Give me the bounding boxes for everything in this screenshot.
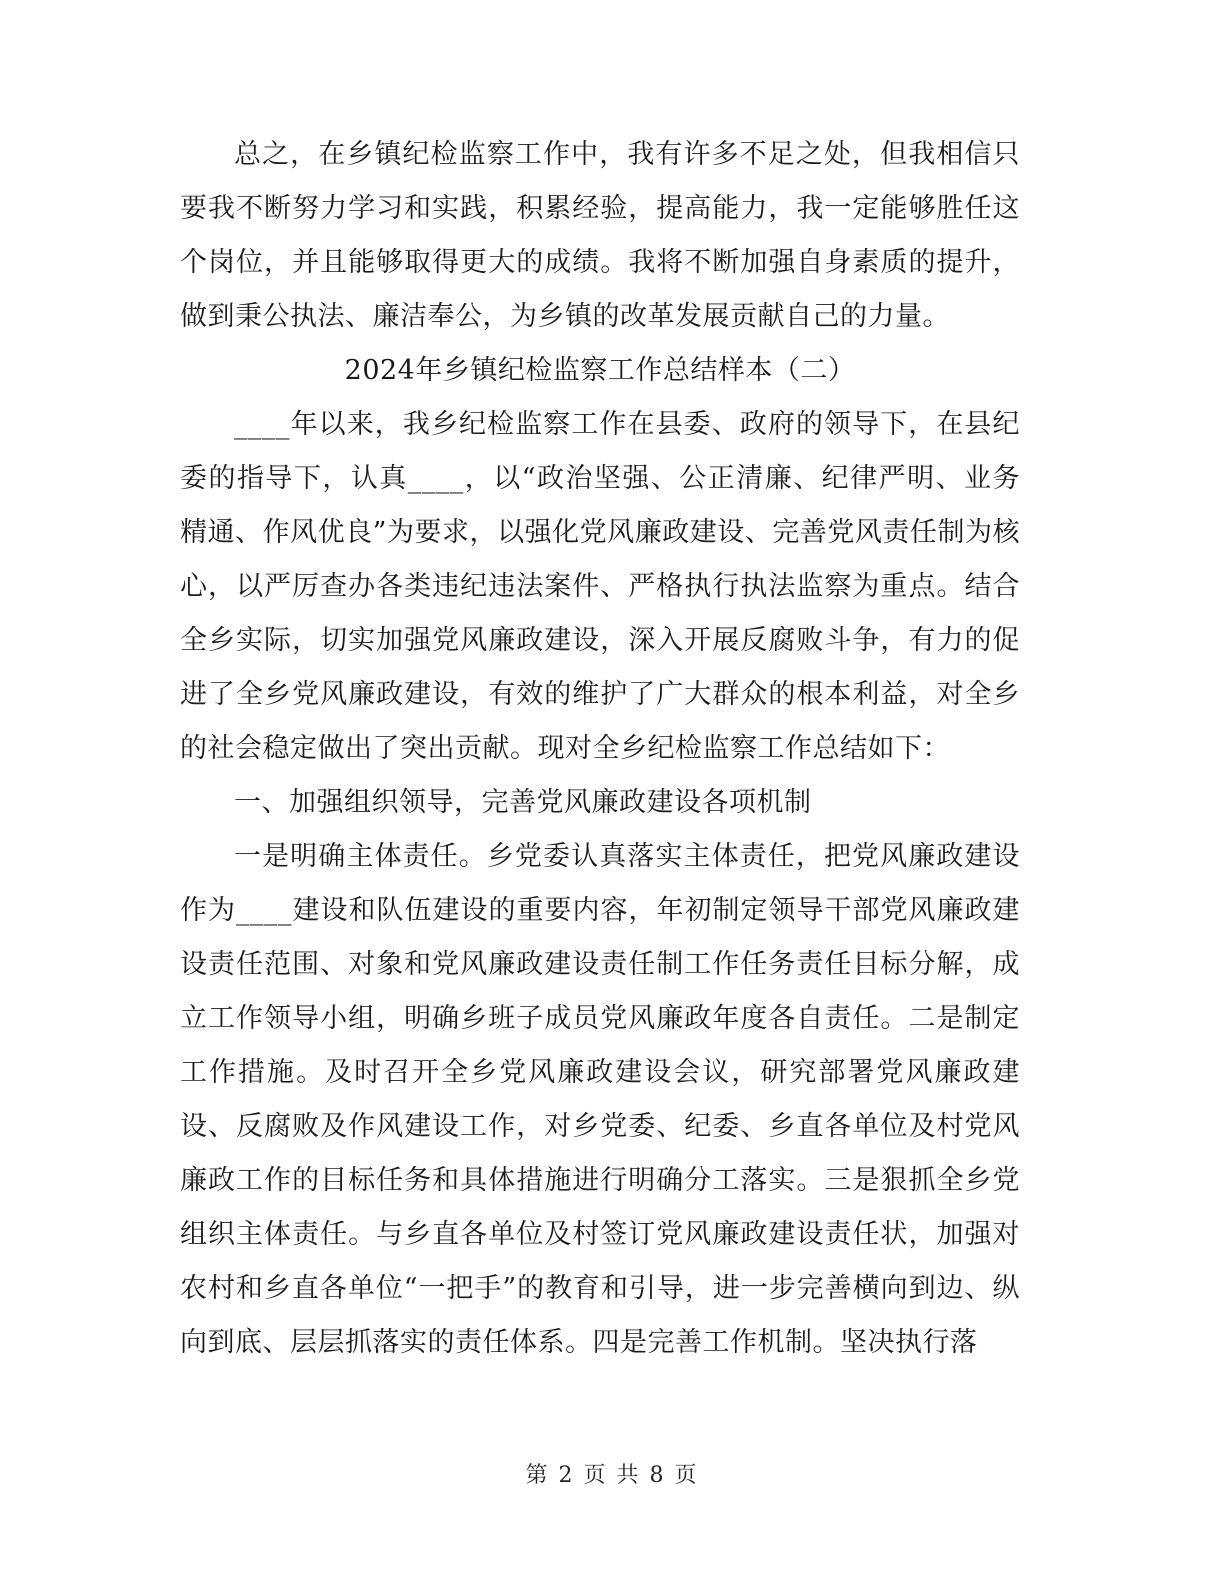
- document-page: [180, 128, 1020, 1370]
- paragraph-intro: 总之，在乡镇纪检监察工作中，我有许多不足之处，但我相信只要我不断努力学习和实践，积累经验，提高能力，我一定能够胜任这个岗位，并且能够取得更大的成绩。我将不断加强自身素质的提升，做到秉公执法、廉洁奉公，为乡镇的改革发展贡献自己的力量。: [180, 139, 1020, 332]
- paragraph-1: ____年以来，我乡纪检监察工作在县委、政府的领导下，在县纪委的指导下，认真____，以“政治坚强、公正清廉、纪律严明、业务精通、作风优良”为要求，以强化党风廉政建设、完善党风责任制为核心，以严厉查办各类违纪违法案件、严格执行执法监察为重点。结合全乡实际，切实加强党风廉政建设，深入开展反腐败斗争，有力的促进了全乡党风廉政建设，有效的维护了广大群众的根本利益，对全乡的社会稳定做出了突出贡献。现对全乡纪检监察工作总结如下：: [180, 409, 1020, 764]
- page-footer: 第 2 页 共 8 页: [525, 1463, 699, 1488]
- section-title: 2024年乡镇纪检监察工作总结样本（二）: [344, 355, 856, 386]
- heading-1: 一、加强组织领导，完善党风廉政建设各项机制: [234, 787, 812, 818]
- paragraph-2: 一是明确主体责任。乡党委认真落实主体责任，把党风廉政建设作为____建设和队伍建设的重要内容，年初制定领导干部党风廉政建设责任范围、对象和党风廉政建设责任制工作任务责任目标分解，成立工作领导小组，明确乡班子成员党风廉政年度各自责任。二是制定工作措施。及时召开全乡党风廉政建设会议，研究部署党风廉政建设、反腐败及作风建设工作，对乡党委、纪委、乡直各单位及村党风廉政工作的目标任务和具体措施进行明确分工落实。三是狠抓全乡党组织主体责任。与乡直各单位及村签订党风廉政建设责任状，加强对农村和乡直各单位“一把手”的教育和引导，进一步完善横向到边、纵向到底、层层抓落实的责任体系。四是完善工作机制。坚决执行落: [180, 841, 1020, 1358]
